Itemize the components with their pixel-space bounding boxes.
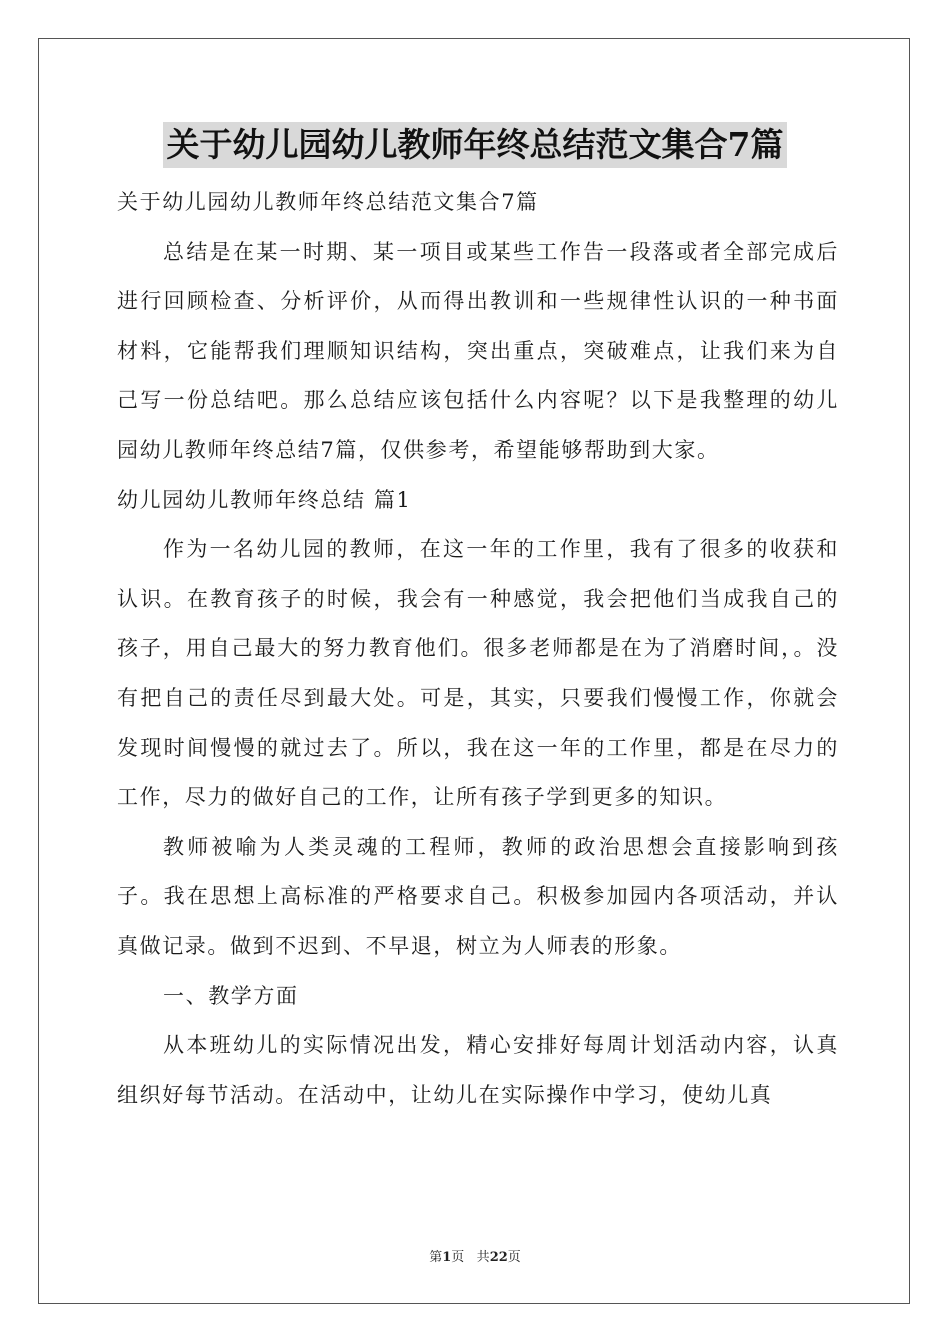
title-container bbox=[0, 122, 950, 168]
section-heading: 幼儿园幼儿教师年终总结 篇1 bbox=[117, 487, 412, 512]
total-prefix: 共 bbox=[476, 1250, 490, 1265]
total-pages: 22 bbox=[489, 1250, 508, 1265]
document-body bbox=[117, 178, 839, 1120]
subsection-heading: 一、教学方面 bbox=[163, 983, 299, 1008]
body-paragraph: 教师被喻为人类灵魂的工程师，教师的政治思想会直接影响到孩子。我在思想上高标准的严格要求自己。积极参加园内各项活动，并认真做记录。做到不迟到、不早退，树立为人师表的形象。 bbox=[117, 834, 839, 958]
document-title: 关于幼儿园幼儿教师年终总结范文集合7篇 bbox=[163, 122, 788, 168]
body-paragraph: 总结是在某一时期、某一项目或某些工作告一段落或者全部完成后进行回顾检查、分析评价，从而得出教训和一些规律性认识的一种书面材料，它能帮我们理顺知识结构，突出重点，突破难点，让我们来为自己写一份总结吧。那么总结应该包括什么内容呢？以下是我整理的幼儿园幼儿教师年终总结7篇，仅供参考，希望能够帮助到大家。 bbox=[117, 239, 839, 462]
body-paragraph: 关于幼儿园幼儿教师年终总结范文集合7篇 bbox=[117, 190, 539, 214]
page-number: 1 bbox=[442, 1250, 452, 1265]
page-prefix: 第 bbox=[429, 1250, 443, 1265]
page-footer bbox=[0, 1246, 950, 1265]
body-paragraph: 作为一名幼儿园的教师，在这一年的工作里，我有了很多的收获和认识。在教育孩子的时候，我会有一种感觉，我会把他们当成我自己的孩子，用自己最大的努力教育他们。很多老师都是在为了消磨时间，。没有把自己的责任尽到最大处。可是，其实，只要我们慢慢工作，你就会发现时间慢慢的就过去了。所以，我在这一年的工作里，都是在尽力的工作，尽力的做好自己的工作，让所有孩子学到更多的知识。 bbox=[117, 537, 839, 810]
body-paragraph: 从本班幼儿的实际情况出发，精心安排好每周计划活动内容，认真组织好每节活动。在活动中，让幼儿在实际操作中学习，使幼儿真 bbox=[117, 1033, 839, 1107]
total-suffix: 页 bbox=[507, 1250, 521, 1265]
page-suffix: 页 bbox=[451, 1250, 465, 1265]
